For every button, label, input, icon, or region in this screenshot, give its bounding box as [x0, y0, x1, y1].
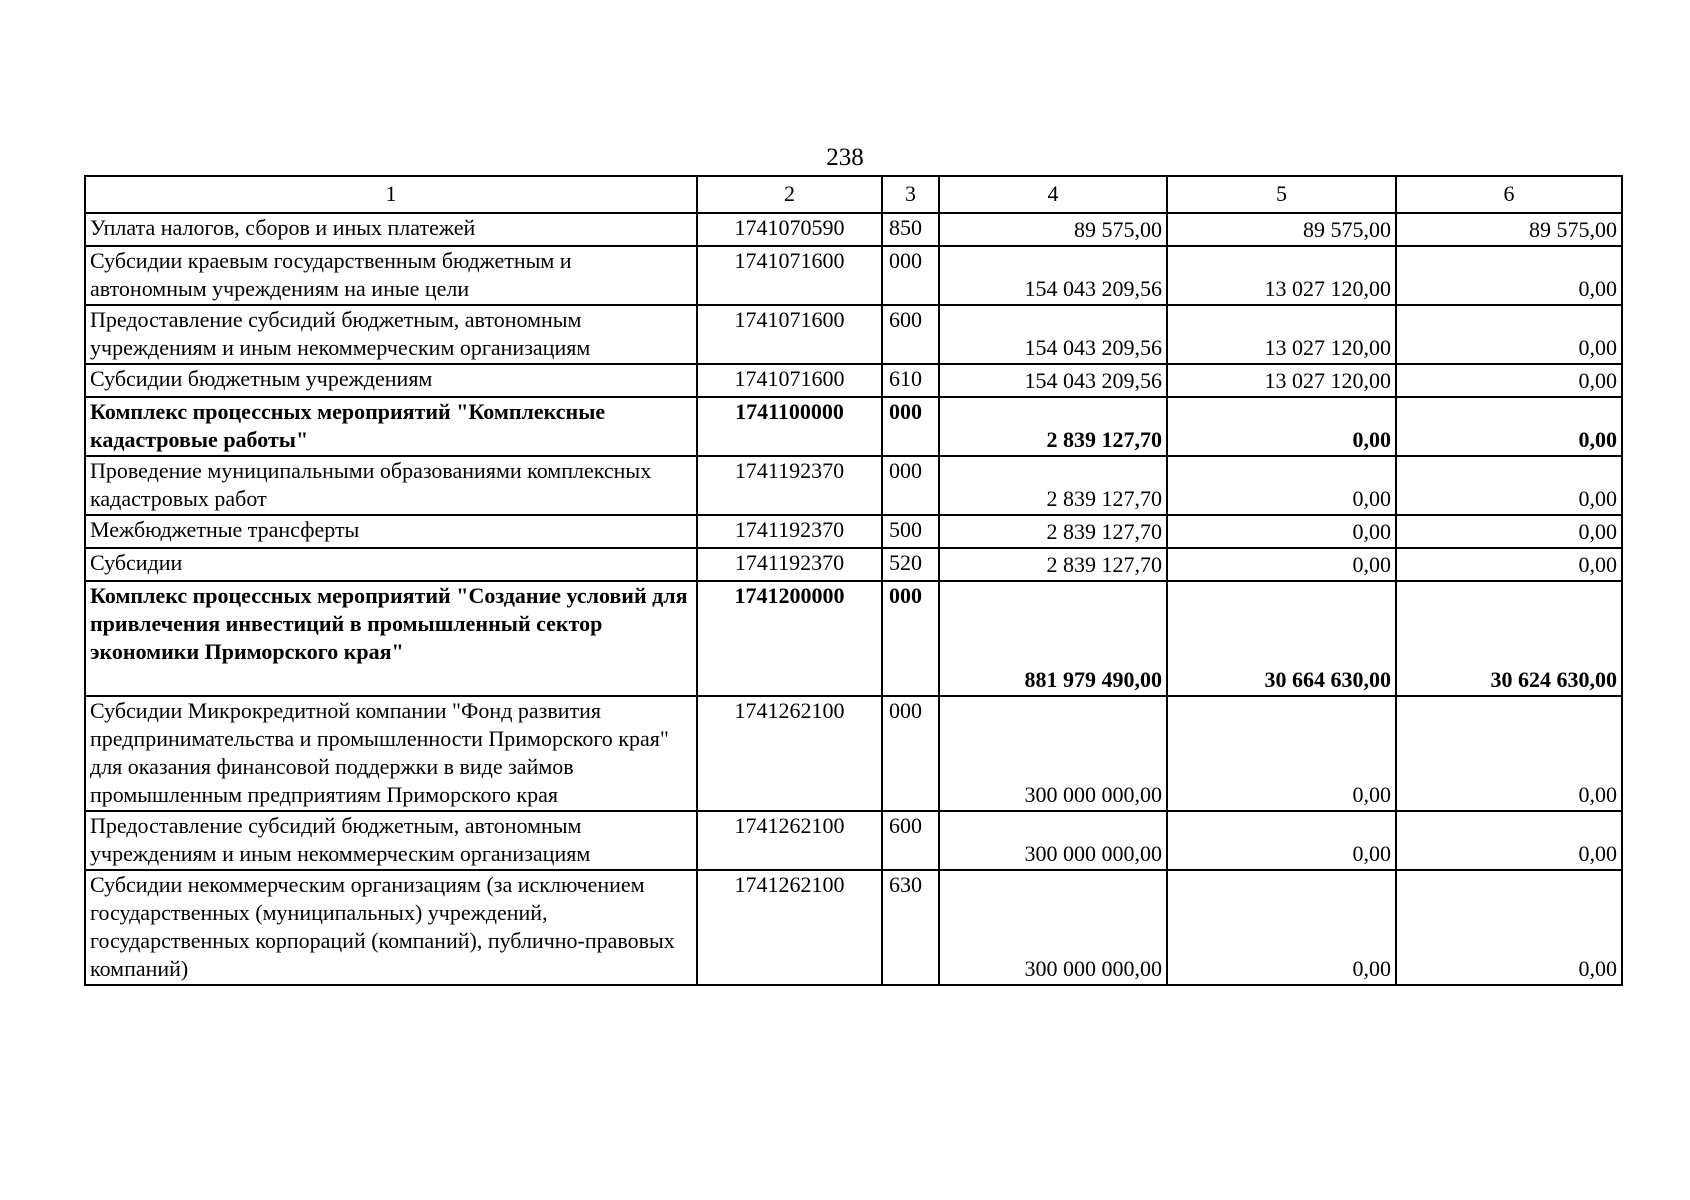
row-amount-col4: 154 043 209,56: [939, 364, 1167, 397]
row-name-cell: Субсидии: [85, 548, 697, 581]
row-amount-col6: 30 624 630,00: [1396, 581, 1622, 696]
row-code-cell: 1741071600: [697, 364, 882, 397]
row-code-cell: 1741200000: [697, 581, 882, 696]
row-amount-col5: 89 575,00: [1167, 213, 1396, 246]
table-row: [85, 696, 1622, 811]
row-amount-col6: 0,00: [1396, 364, 1622, 397]
row-amount-col6: 0,00: [1396, 515, 1622, 548]
row-amount-col4: 154 043 209,56: [939, 305, 1167, 364]
row-code-cell: 1741262100: [697, 870, 882, 985]
row-name-cell: Субсидии бюджетным учреждениям: [85, 364, 697, 397]
row-name-cell: Субсидии некоммерческим организациям (за исключением государственных (муниципальных) учреждений, государственных корпораций (компаний), публично-правовых компаний): [85, 870, 697, 985]
row-type-cell: 000: [882, 696, 939, 811]
row-name-cell: Комплекс процессных мероприятий "Комплексные кадастровые работы": [85, 397, 697, 456]
table-row: [85, 364, 1622, 397]
table-row: [85, 581, 1622, 696]
row-name-cell: Субсидии краевым государственным бюджетным и автономным учреждениям на иные цели: [85, 246, 697, 305]
table-row: [85, 548, 1622, 581]
table-row: [85, 246, 1622, 305]
row-amount-col6: 0,00: [1396, 397, 1622, 456]
row-amount-col6: 0,00: [1396, 811, 1622, 870]
row-code-cell: 1741192370: [697, 456, 882, 515]
column-number-row: [85, 176, 1622, 213]
table-row: [85, 870, 1622, 985]
row-amount-col6: 0,00: [1396, 696, 1622, 811]
row-type-cell: 600: [882, 811, 939, 870]
table-row: [85, 811, 1622, 870]
row-code-cell: 1741192370: [697, 548, 882, 581]
table-row: [85, 515, 1622, 548]
row-amount-col5: 0,00: [1167, 548, 1396, 581]
row-name-cell: Предоставление субсидий бюджетным, автономным учреждениям и иным некоммерческим организациям: [85, 305, 697, 364]
row-amount-col6: 0,00: [1396, 456, 1622, 515]
row-amount-col6: 89 575,00: [1396, 213, 1622, 246]
row-amount-col5: 13 027 120,00: [1167, 246, 1396, 305]
row-amount-col6: 0,00: [1396, 548, 1622, 581]
table-row: [85, 305, 1622, 364]
row-type-cell: 850: [882, 213, 939, 246]
row-amount-col6: 0,00: [1396, 305, 1622, 364]
table-row: [85, 456, 1622, 515]
row-name-cell: Субсидии Микрокредитной компании "Фонд развития предпринимательства и промышленности Приморского края" для оказания финансовой поддержки в виде займов промышленным предприятиям Приморского края: [85, 696, 697, 811]
row-amount-col6: 0,00: [1396, 870, 1622, 985]
row-type-cell: 520: [882, 548, 939, 581]
row-amount-col5: 13 027 120,00: [1167, 305, 1396, 364]
row-amount-col5: 0,00: [1167, 696, 1396, 811]
row-amount-col4: 2 839 127,70: [939, 456, 1167, 515]
row-amount-col4: 300 000 000,00: [939, 696, 1167, 811]
column-number-4: 4: [939, 176, 1167, 213]
row-amount-col6: 0,00: [1396, 246, 1622, 305]
row-amount-col5: 0,00: [1167, 811, 1396, 870]
column-number-2: 2: [697, 176, 882, 213]
row-amount-col5: 0,00: [1167, 456, 1396, 515]
row-type-cell: 000: [882, 456, 939, 515]
row-amount-col4: 881 979 490,00: [939, 581, 1167, 696]
row-amount-col4: 89 575,00: [939, 213, 1167, 246]
row-name-cell: Проведение муниципальными образованиями комплексных кадастровых работ: [85, 456, 697, 515]
column-number-3: 3: [882, 176, 939, 213]
row-code-cell: 1741071600: [697, 305, 882, 364]
row-amount-col5: 0,00: [1167, 515, 1396, 548]
row-type-cell: 000: [882, 581, 939, 696]
row-amount-col4: 2 839 127,70: [939, 548, 1167, 581]
row-name-cell: Уплата налогов, сборов и иных платежей: [85, 213, 697, 246]
column-number-1: 1: [85, 176, 697, 213]
budget-table: [84, 175, 1623, 986]
row-code-cell: 1741070590: [697, 213, 882, 246]
row-type-cell: 610: [882, 364, 939, 397]
row-amount-col4: 2 839 127,70: [939, 397, 1167, 456]
row-name-cell: Предоставление субсидий бюджетным, автономным учреждениям и иным некоммерческим организациям: [85, 811, 697, 870]
row-type-cell: 500: [882, 515, 939, 548]
row-amount-col5: 0,00: [1167, 870, 1396, 985]
row-code-cell: 1741100000: [697, 397, 882, 456]
row-name-cell: Межбюджетные трансферты: [85, 515, 697, 548]
row-amount-col5: 30 664 630,00: [1167, 581, 1396, 696]
row-amount-col5: 13 027 120,00: [1167, 364, 1396, 397]
row-amount-col5: 0,00: [1167, 397, 1396, 456]
row-amount-col4: 300 000 000,00: [939, 870, 1167, 985]
page-number: 238: [826, 144, 864, 171]
row-type-cell: 630: [882, 870, 939, 985]
row-type-cell: 000: [882, 246, 939, 305]
row-type-cell: 600: [882, 305, 939, 364]
column-number-5: 5: [1167, 176, 1396, 213]
table-row: [85, 397, 1622, 456]
table-row: [85, 213, 1622, 246]
row-code-cell: 1741262100: [697, 696, 882, 811]
row-type-cell: 000: [882, 397, 939, 456]
row-code-cell: 1741262100: [697, 811, 882, 870]
row-amount-col4: 300 000 000,00: [939, 811, 1167, 870]
row-amount-col4: 2 839 127,70: [939, 515, 1167, 548]
column-number-6: 6: [1396, 176, 1622, 213]
table-body: [85, 176, 1622, 985]
row-code-cell: 1741071600: [697, 246, 882, 305]
row-name-cell: Комплекс процессных мероприятий "Создание условий для привлечения инвестиций в промышленный сектор экономики Приморского края": [85, 581, 697, 696]
row-code-cell: 1741192370: [697, 515, 882, 548]
row-amount-col4: 154 043 209,56: [939, 246, 1167, 305]
